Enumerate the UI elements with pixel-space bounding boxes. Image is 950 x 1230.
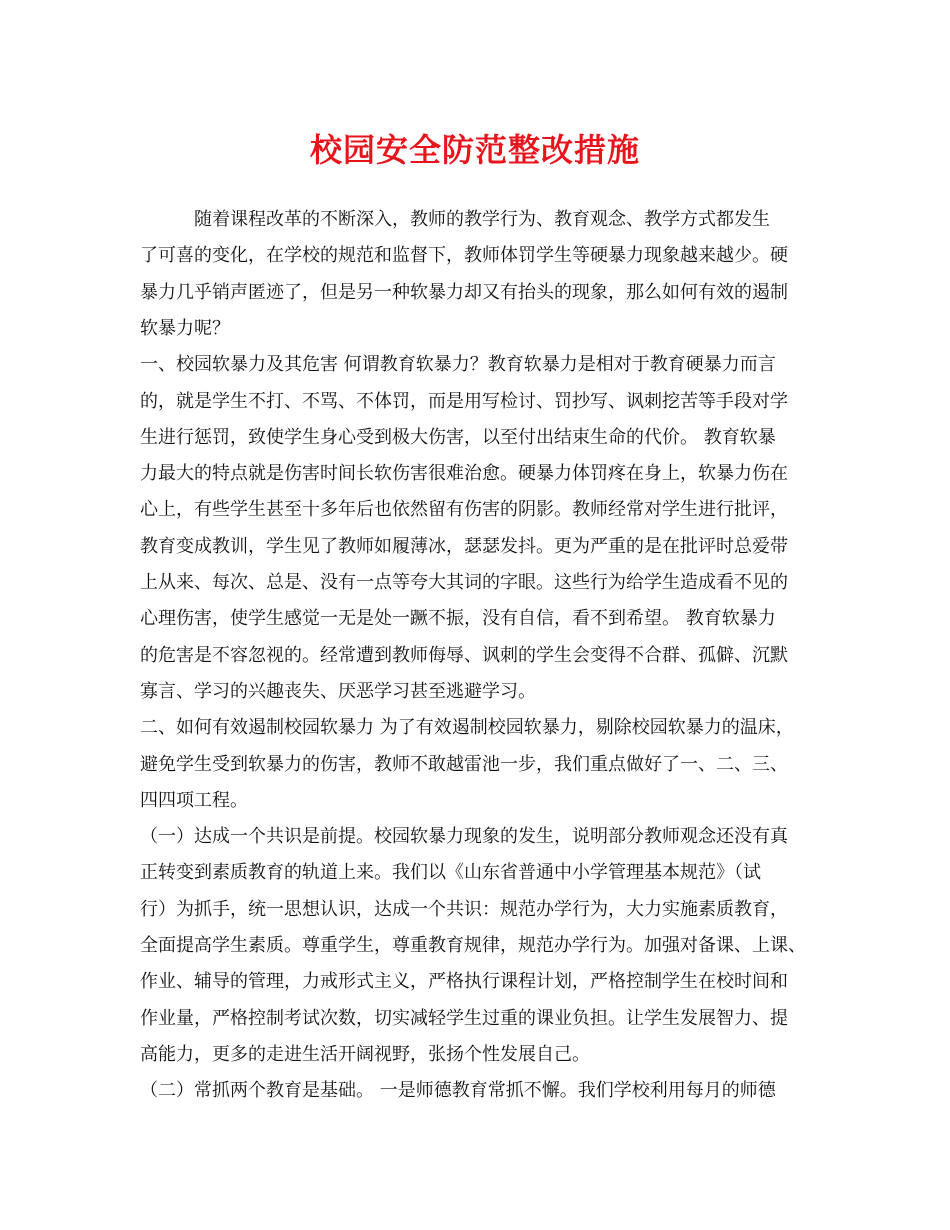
body-line: 生进行惩罚，致使学生身心受到极大伤害，以至付出结束生命的代价。 教育软暴 — [140, 426, 776, 448]
body-line: 二、如何有效遏制校园软暴力 为了有效遏制校园软暴力，剔除校园软暴力的温床， — [140, 717, 794, 739]
body-line: 一、校园软暴力及其危害 何谓教育软暴力？教育软暴力是相对于教育硬暴力而言 — [140, 354, 776, 376]
body-line: 了可喜的变化，在学校的规范和监督下，教师体罚学生等硬暴力现象越来越少。硬 — [140, 245, 788, 267]
body-line: 力最大的特点就是伤害时间长软伤害很难治愈。硬暴力体罚疼在身上，软暴力伤在 — [140, 463, 788, 485]
body-line: （二）常抓两个教育是基础。 一是师德教育常抓不懈。我们学校利用每月的师德 — [140, 1080, 776, 1102]
body-line: 四四项工程。 — [140, 789, 248, 811]
body-line: 上从来、每次、总是、没有一点等夸大其词的字眼。这些行为给学生造成看不见的 — [140, 572, 788, 593]
body-line: 暴力几乎销声匿迹了，但是另一种软暴力却又有抬头的现象，那么如何有效的遏制 — [140, 281, 788, 303]
body-line: 避免学生受到软暴力的伤害，教师不敢越雷池一步，我们重点做好了一、二、三、 — [140, 753, 788, 775]
body-line: 随着课程改革的不断深入，教师的教学行为、教育观念、教学方式都发生 — [140, 209, 770, 230]
body-line: 作业、辅导的管理，力戒形式主义，严格执行课程计划，严格控制学生在校时间和 — [140, 971, 788, 993]
body-line: 的，就是学生不打、不骂、不体罚，而是用写检讨、罚抄写、讽刺挖苦等手段对学 — [140, 390, 788, 412]
body-line: 心上，有些学生甚至十多年后也依然留有伤害的阴影。教师经常对学生进行批评， — [140, 499, 788, 521]
body-line: 心理伤害，使学生感觉一无是处一蹶不振，没有自信，看不到希望。 教育软暴力 — [140, 608, 776, 630]
body-line: 寡言、学习的兴趣丧失、厌恶学习甚至逃避学习。 — [140, 680, 536, 702]
body-line: 教育变成教训，学生见了教师如履薄冰，瑟瑟发抖。更为严重的是在批评时总爱带 — [140, 535, 788, 557]
body-line: 软暴力呢？ — [140, 317, 230, 339]
document-title: 校园安全防范整改措施 — [309, 131, 640, 169]
body-line: 全面提高学生素质。尊重学生，尊重教育规律，规范办学行为。加强对备课、上课、 — [140, 935, 806, 956]
body-line: 行）为抓手，统一思想认识，达成一个共识：规范办学行为，大力实施素质教育， — [140, 898, 788, 920]
body-line: 的危害是不容忽视的。经常遭到教师侮辱、讽刺的学生会变得不合群、孤僻、沉默 — [140, 644, 788, 666]
body-line: （一）达成一个共识是前提。校园软暴力现象的发生，说明部分教师观念还没有真 — [140, 826, 788, 848]
body-line: 正转变到素质教育的轨道上来。我们以《山东省普通中小学管理基本规范》（试 — [140, 862, 761, 884]
body-line: 高能力，更多的走进生活开阔视野，张扬个性发展自己。 — [140, 1043, 590, 1065]
body-line: 作业量，严格控制考试次数，切实减轻学生过重的课业负担。让学生发展智力、提 — [140, 1007, 788, 1029]
